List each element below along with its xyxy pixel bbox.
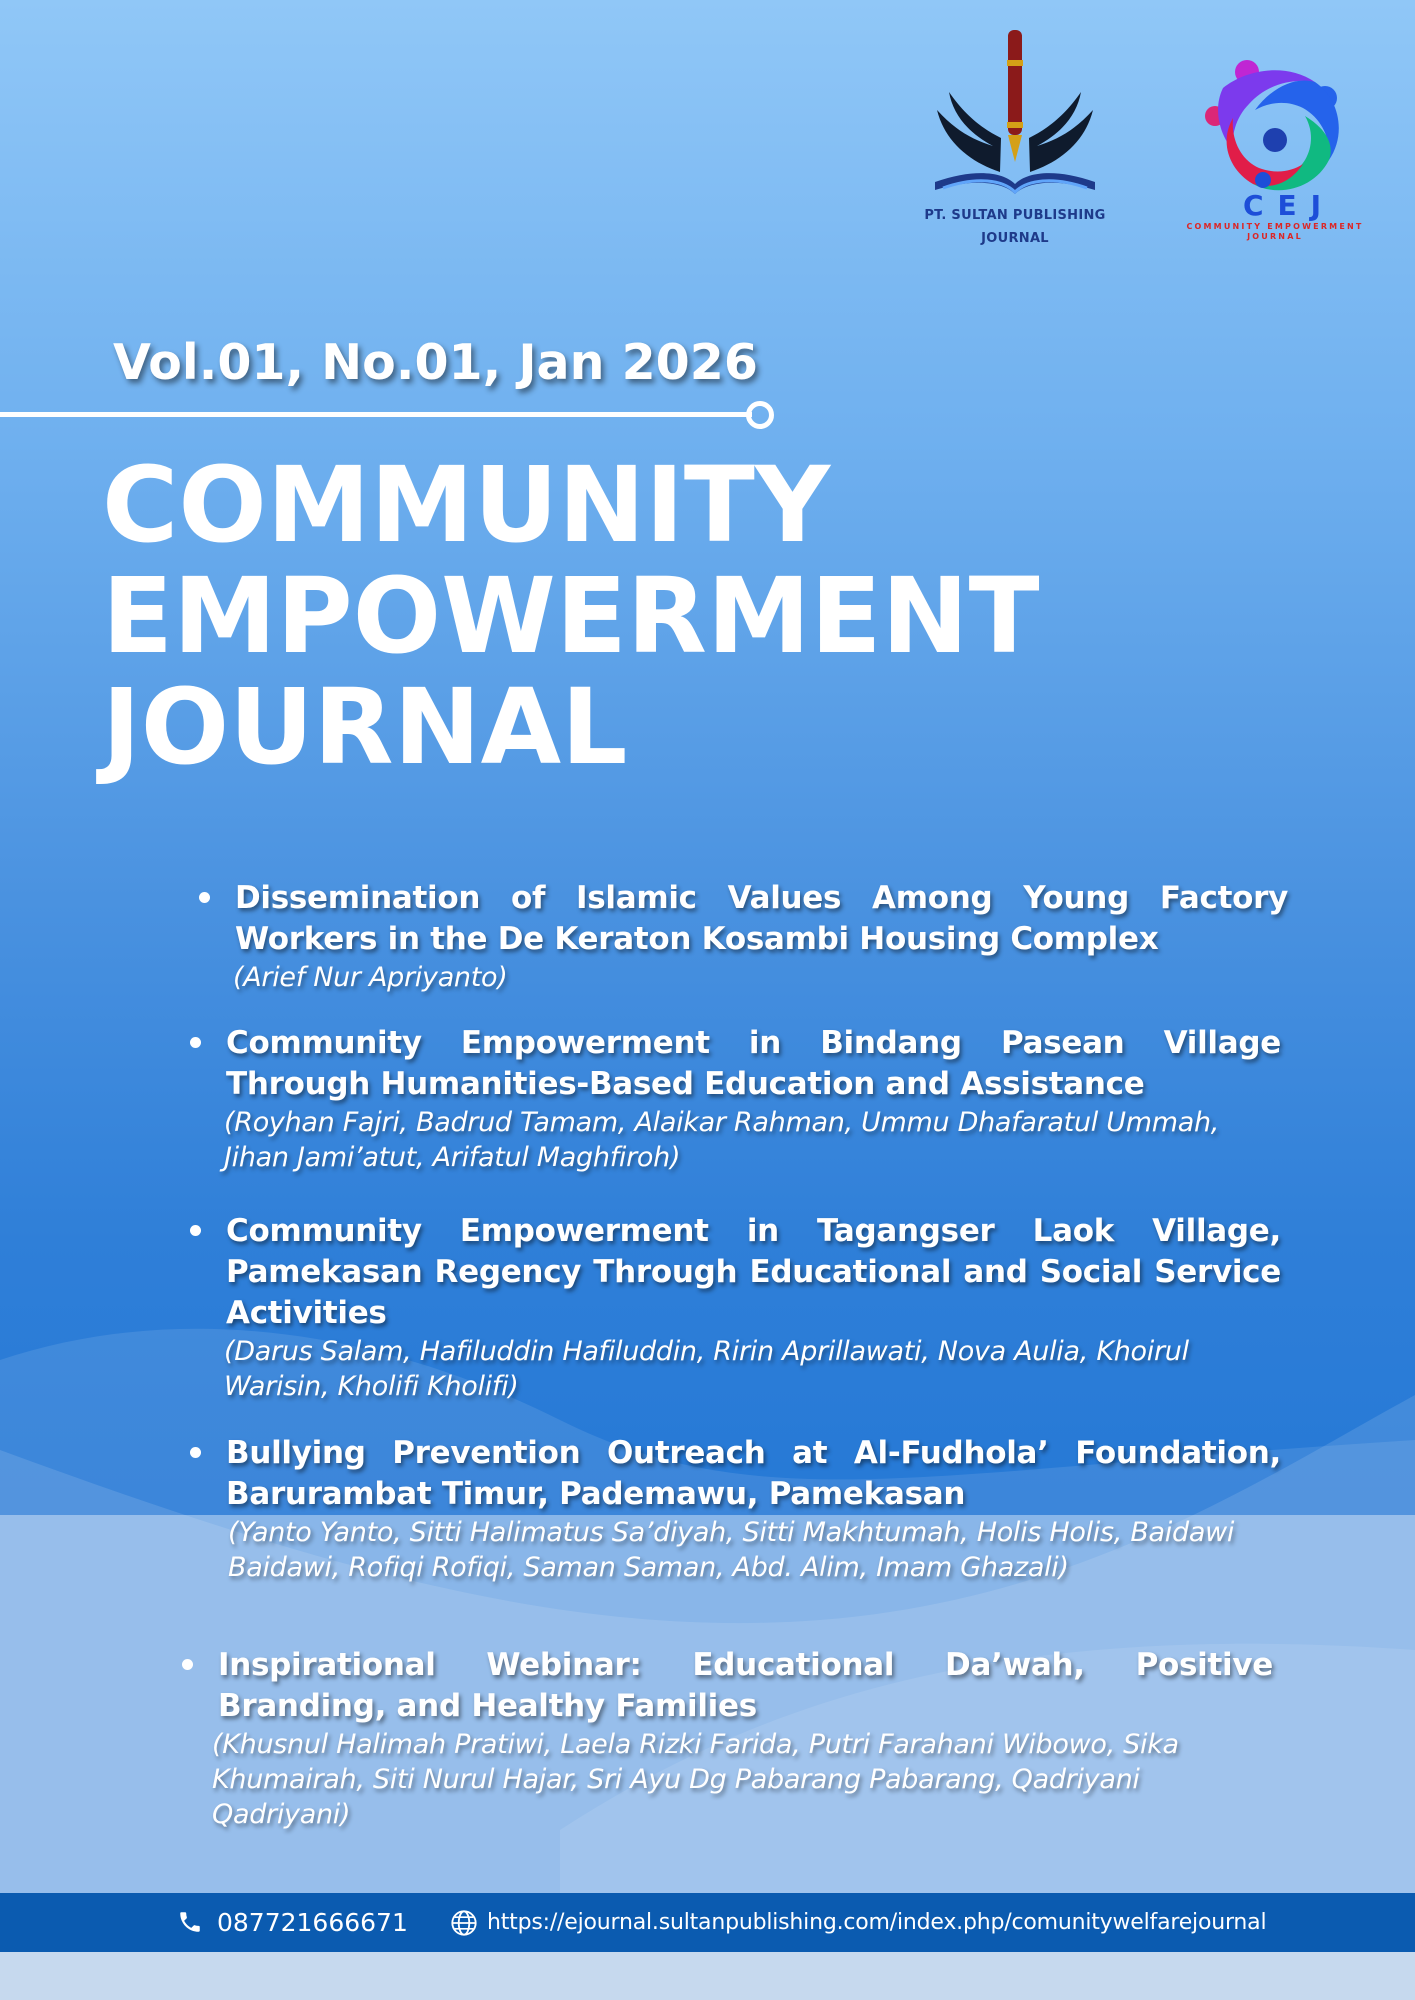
cej-full-name xyxy=(1175,222,1375,242)
bullet-icon xyxy=(182,1659,193,1670)
article-authors: (Royhan Fajri, Badrud Tamam, Alaikar Rahman, Ummu Dhafaratul Ummah, Jihan Jami’atut, Arifatul Maghfiroh) xyxy=(224,1107,1220,1173)
phone-icon xyxy=(177,1908,203,1936)
article-title: Inspirational Webinar: Educational Da’wah, Positive Branding, and Healthy Families xyxy=(218,1647,1273,1724)
publisher-name: PT. SULTAN PUBLISHING xyxy=(924,208,1106,223)
article-authors: (Arief Nur Apriyanto) xyxy=(233,962,508,993)
cej-abbreviation: CEJ xyxy=(1242,189,1336,222)
article-item xyxy=(226,1023,1281,1175)
article-item xyxy=(212,1645,1273,1832)
bullet-icon xyxy=(190,1225,201,1236)
bullet-icon xyxy=(190,1037,201,1048)
wing-left-icon xyxy=(937,92,1001,172)
volume-issue: Vol.01, No.01, Jan 2026 xyxy=(113,334,758,391)
bullet-icon xyxy=(190,1447,201,1458)
website-link[interactable]: https://ejournal.sultanpublishing.com/index.php/comunitywelfarejournal xyxy=(487,1910,1267,1935)
people-circle-icon xyxy=(1205,60,1339,190)
article-title: Dissemination of Islamic Values Among Young Factory Workers in the De Keraton Kosambi Housing Complex xyxy=(235,880,1288,957)
article-authors: (Yanto Yanto, Sitti Halimatus Sa’diyah, Sitti Makhtumah, Holis Holis, Baidawi Baidawi, Rofiqi Rofiqi, Saman Saman, Abd. Alim, Imam Ghazali) xyxy=(228,1517,1235,1583)
globe-icon xyxy=(450,1909,478,1937)
article-title: Community Empowerment in Tagangser Laok Village, Pamekasan Regency Through Educational and Social Service Activities xyxy=(226,1213,1281,1331)
phone-number[interactable]: 087721666671 xyxy=(217,1908,408,1937)
journal-title xyxy=(102,444,1040,788)
article-item xyxy=(235,878,1288,995)
title-line-2: EMPOWERMENT xyxy=(102,555,1040,677)
cej-name-line2: JOURNAL xyxy=(1247,232,1303,241)
article-authors: (Darus Salam, Hafiluddin Hafiluddin, Ririn Aprillawati, Nova Aulia, Khoirul Warisin, Kholifi Kholifi) xyxy=(224,1336,1189,1402)
pen-body-icon xyxy=(1008,30,1022,135)
title-line-3: JOURNAL xyxy=(102,666,628,788)
title-line-1: COMMUNITY xyxy=(102,444,831,566)
pen-nib-icon xyxy=(1008,135,1022,162)
article-item xyxy=(226,1433,1281,1585)
wing-right-icon xyxy=(1029,92,1093,172)
article-title: Community Empowerment in Bindang Pasean Village Through Humanities-Based Education and Assistance xyxy=(226,1025,1281,1102)
article-item xyxy=(226,1211,1281,1404)
publisher-subtitle: JOURNAL xyxy=(981,231,1049,246)
article-title: Bullying Prevention Outreach at Al-Fudhola’ Foundation, Barurambat Timur, Pademawu, Pamekasan xyxy=(226,1435,1281,1512)
bullet-icon xyxy=(199,892,210,903)
contact-footer xyxy=(0,1893,1415,1952)
bottom-strip xyxy=(0,1952,1415,2000)
cej-name-line1: COMMUNITY EMPOWERMENT xyxy=(1186,222,1364,231)
publisher-logo-text xyxy=(910,204,1120,250)
rule-end-dot xyxy=(746,401,774,429)
article-authors: (Khusnul Halimah Pratiwi, Laela Rizki Farida, Putri Farahani Wibowo, Sika Khumairah, Siti Nurul Hajar, Sri Ayu Dg Pabarang Pabarang, Qadriyani Qadriyani) xyxy=(212,1729,1179,1830)
header-rule xyxy=(0,412,752,417)
